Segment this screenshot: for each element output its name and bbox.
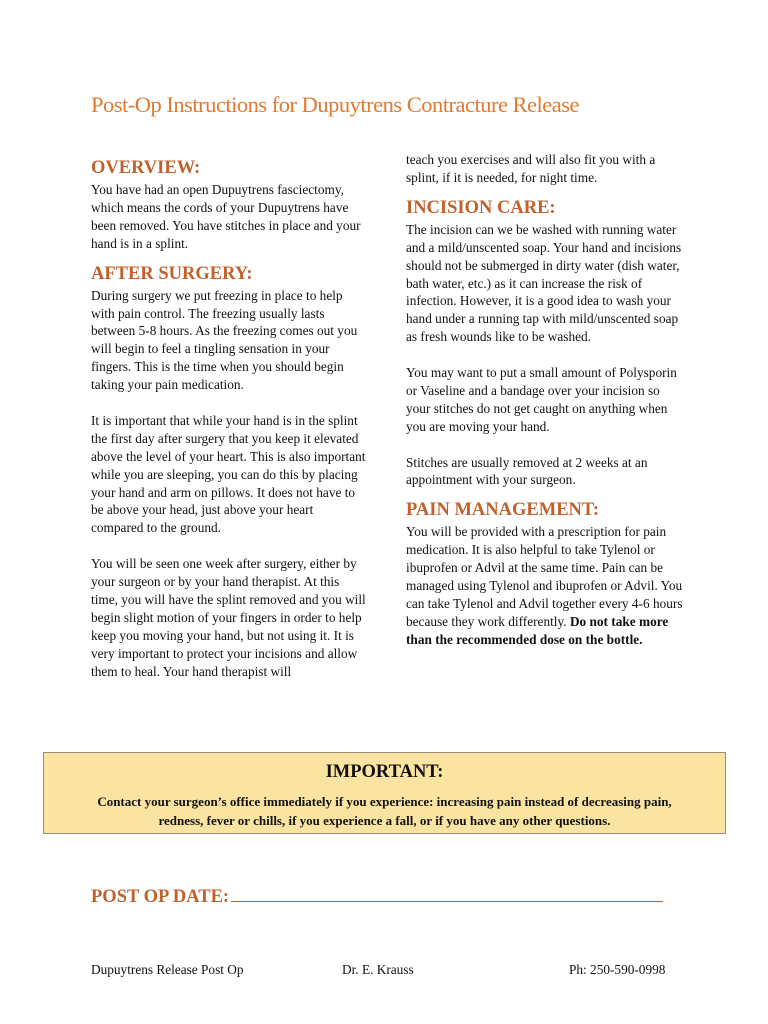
- left-column: [91, 157, 367, 681]
- footer-document-name: Dupuytrens Release Post Op: [91, 962, 244, 977]
- post-op-date-label: POST OP DATE:: [91, 887, 230, 907]
- pain-management-text: [406, 523, 686, 648]
- after-surgery-heading: AFTER SURGERY:: [91, 263, 253, 284]
- after-surgery-paragraph-3: You will be seen one week after surgery, either by your surgeon or by your hand therapist. At this time, you will have the splint removed and you will begin slight motion of your fingers in order to help keep you moving your hand, but not using it. It is very important to protect your incisions and allow them to heal. Your hand therapist will: [91, 556, 366, 679]
- important-box: [43, 752, 726, 834]
- right-column: [406, 151, 686, 649]
- footer-doctor: Dr. E. Krauss: [342, 962, 414, 977]
- overview-heading: OVERVIEW:: [91, 158, 201, 178]
- page-title: Post-Op Instructions for Dupuytrens Contracture Release: [91, 92, 580, 117]
- post-op-date: [91, 887, 663, 908]
- after-surgery-paragraph-1: During surgery we put freezing in place to help with pain control. The freezing usually lasts between 5-8 hours. As the freezing comes out you will begin to feel a tingling sensation in your fingers. This is the time when you should begin taking your pain medication.: [91, 287, 358, 393]
- important-text: Contact your surgeon’s office immediately if you experience: increasing pain instead of decreasing pain, redness, fever or chills, if you experience a fall, or if you have any other questions.: [97, 794, 672, 828]
- incision-paragraph-1: The incision can we be washed with running water and a mild/unscented soap. Your hand and incisions should not be submerged in dirty water (dish water, bath water, etc.) as it can increase the risk of infection. However, it is a good idea to wash your hand under a running tap with mild/unscented soap as fresh wounds like to be washed.: [406, 221, 682, 345]
- continued-text: teach you exercises and will also fit you with a splint, if it is needed, for night time.: [406, 152, 656, 185]
- incision-paragraph-3: Stitches are usually removed at 2 weeks at an appointment with your surgeon.: [406, 454, 648, 488]
- footer-phone: Ph: 250-590-0998: [569, 962, 666, 977]
- pain-management-heading: PAIN MANAGEMENT:: [406, 500, 600, 521]
- overview-text: You have had an open Dupuytrens fasciectomy, which means the cords of your Dupuytrens have been removed. You have stitches in place and your hand is in a splint.: [91, 182, 361, 251]
- after-surgery-paragraph-2: It is important that while your hand is in the splint the first day after surgery that you keep it elevated above the level of your heart. This is also important while you are sleeping, you can do this by placing your hand and arm on pillows. It does not have to be above your head, just above your heart compared to the ground.: [91, 412, 366, 536]
- pain-text: You will be provided with a prescription for pain medication. It is also helpful to take Tylenol or ibuprofen or Advil at the same time. Pain can be managed using Tylenol and ibuprofen or Advil. You can take Tylenol and Advil together every 4-6 hours because they work differently.: [406, 524, 683, 629]
- post-op-date-line: [231, 900, 663, 902]
- pain-warning: Do not take more than the recommended dose on the bottle.: [406, 613, 669, 647]
- incision-care-heading: INCISION CARE:: [406, 197, 556, 218]
- incision-paragraph-2: You may want to put a small amount of Polysporin or Vaseline and a bandage over your incision so your stitches do not get caught on anything when you are moving your hand.: [406, 365, 677, 434]
- important-heading: IMPORTANT:: [325, 762, 444, 782]
